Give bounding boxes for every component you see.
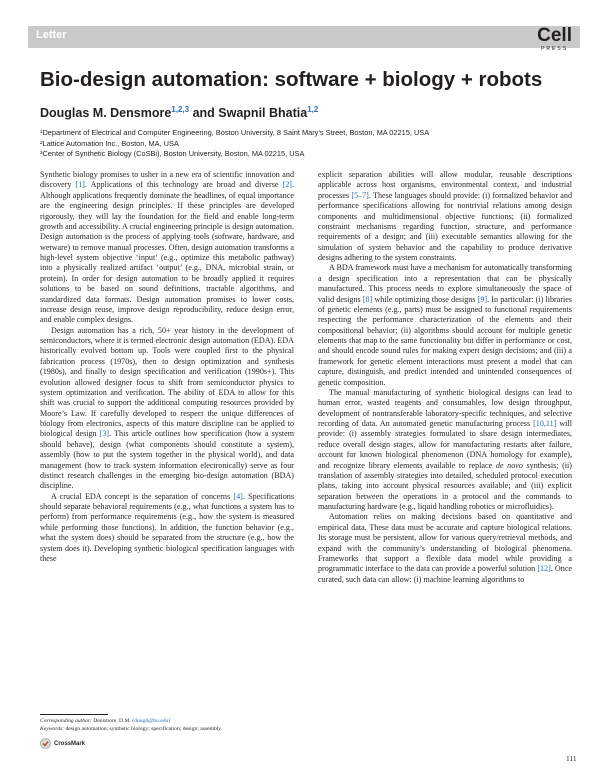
author-email-link[interactable]: (dougd@bu.edu) bbox=[132, 718, 171, 724]
page-number: 111 bbox=[566, 754, 577, 763]
crossmark-badge[interactable] bbox=[40, 738, 85, 749]
citation-link[interactable]: [9] bbox=[477, 294, 488, 304]
author-name: Douglas M. Densmore bbox=[40, 106, 172, 121]
article-title: Bio-design automation: software + biology + robots bbox=[40, 68, 543, 91]
right-column bbox=[318, 170, 572, 585]
citation-link[interactable]: [3] bbox=[99, 429, 110, 439]
affiliation-marks[interactable]: 1,2,3 bbox=[171, 105, 190, 114]
citation-link[interactable]: [8] bbox=[362, 294, 373, 304]
citation-link[interactable]: [2] bbox=[282, 180, 292, 190]
paragraph: The manual manufacturing of synthetic biological designs can lead to human error, wasted reagents and consumables, low design throughput, development of nontransferable laboratory-specific techniques, and selective recording of data. An automated genetic manufacturing process [10,11] will provide: (i) assembly strategies formulated to share design intermediates, reduce overall design stages, allow for manufacturing restarts after failure, account for known biological phenomenon (DNA homology for example), and recognize library elements available to replace de novo synthesis; (ii) translation of assembly strategies into detailed, scheduled protocol execution plans, taking into account physical resources available; and (iii) explicit separation between the operations in a protocol and the commands to manufacturing hardware (e.g., liquid handling robotics or microfluidics). bbox=[318, 387, 572, 511]
affiliation-marks[interactable]: 1,2 bbox=[307, 105, 319, 114]
section-label: Letter bbox=[36, 29, 67, 41]
affiliation-line: ³Center of Synthetic Biology (CoSBi), Boston University, Boston, MA 02215, USA bbox=[40, 149, 305, 158]
paragraph: A BDA framework must have a mechanism for automatically transforming a design specification into a representation that can be physically manufactured. This process needs to explore simultaneously the space of valid designs [8] while optimizing those designs [9]. In particular: (i) libraries of genetic elements (e.g., parts) must be assigned to functional requirements respecting the performance characterization of the elements and their compositional behavior; (ii) algorithms should account for multiple genetic elements that map to the same functionality but differ in performance or cost, and should encode sound rules for making expert design decisions; and (iii) a framework for genetic element interactions must present a model that can capture, distinguish, and predict intended and unintended consequences of genetic composition. bbox=[318, 263, 572, 387]
affiliation-line: ²Lattice Automation Inc., Boston, MA, USA bbox=[40, 138, 179, 148]
author-name: Swapnil Bhatia bbox=[218, 106, 308, 121]
section-banner bbox=[28, 25, 580, 52]
cell-press-logo bbox=[537, 26, 572, 52]
crossmark-label: CrossMark bbox=[54, 740, 86, 747]
paragraph: Synthetic biology promises to usher in a new era of scientific innovation and discovery [1]. Applications of this technology are broad and diverse [2]. Although applications frequently dominate the headlines, of equal importance are the engineering design principles. If these principles are developed rigorously, they will lay the foundation for the field and enable long-term growth and accessibility. A crucial engineering principle is design automation. Design automation is the process of applying tools (software, hardware, and wetware) to remove manual processes. Often, design automation transforms a high-level system objective ‘input’ (e.g., optimize this metabolic pathway) into a physically realized artifact ‘output’ (e.g., DNA, microbial strain, or protein). In order for design automation to be broadly applied it requires solutions to be based on sound definitions, tractable algorithms, and standardized data formats. Design automation promises to lower costs, increase design reuse, improve design reproducibility, reduce design error, and enable complex designs. bbox=[40, 170, 294, 325]
affiliation-line: ¹Department of Electrical and Computer Engineering, Boston University, 8 Saint Mary’s Street, Boston, MA 02215, USA bbox=[40, 128, 430, 137]
emphasis: de novo bbox=[495, 460, 523, 470]
paragraph: Automation relies on making decisions based on quantitative and empirical data. These data must be accurate and capture biological relations. Its storage must be persistent, allow for various query/retrieval methods, and expand with the community’s understanding of biological phenomena. Frameworks that support a flexible data model while providing a programmatic interface to the data can provide a powerful solution [12]. Once curated, such data can allow: (i) machine learning algorithms to bbox=[318, 512, 573, 584]
author-line bbox=[40, 105, 580, 120]
footnote-divider bbox=[40, 714, 108, 715]
affiliations bbox=[40, 128, 580, 160]
author-joiner: and bbox=[192, 106, 215, 121]
citation-link[interactable]: [5–7] bbox=[351, 190, 369, 200]
corresponding-author: Corresponding author: Densmore, D.M. (dougd@bu.edu) bbox=[40, 718, 171, 724]
citation-link[interactable]: [12] bbox=[537, 564, 551, 574]
press-wordmark: PRESS bbox=[541, 46, 569, 52]
keywords: Keywords: design automation; synthetic biology; specification; design; assembly. bbox=[40, 726, 223, 732]
crossmark-icon bbox=[40, 738, 51, 749]
footnotes bbox=[40, 717, 294, 733]
paragraph: Design automation has a rich, 50+ year history in the development of semiconductors, where it is termed electronic design automation (EDA). EDA historically evolved bottom up. Tools were coupled first to the physical fabrication process (1970s), then to design optimization and synthesis (1980s), and finally to design specification and verification (1990s+). This evolution allowed designer focus to shift from semiconductor physics to system optimization and verification. The ability of EDA to allow for this shift was crucial to support the additional computing resources provided by Moore’s Law. If carefully developed to respect the unique differences of biology from electronics, aspects of this mature discipline can be applied to biological design [3]. This article outlines how specification (how a system should behave), design (what components should constitute a system), assembly (how to put the system together in the physical world), and data management (how to track system information electronically) serve as four distinct research challenges in the emerging bio-design automation (BDA) discipline. bbox=[40, 325, 294, 491]
paragraph: explicit separation abilities will allow modular, reusable descriptions applicable across host organisms, environmental context, and industrial processes [5–7]. These languages should provide: (i) formalized behavior and performance specifications allowing for nontrivial relations among design components and multidimensional objective functions; (ii) formalized constraint mechanisms regarding function, structure, and performance requirements of a design; and (iii) executable semantics allowing for the simulation of system behavior and the capability to produce derivative designs adhering to the system constraints. bbox=[318, 170, 572, 262]
left-column bbox=[40, 170, 294, 564]
citation-link[interactable]: [4] bbox=[233, 491, 243, 501]
citation-link[interactable]: [10,11] bbox=[533, 419, 557, 428]
paragraph: A crucial EDA concept is the separation of concerns [4]. Specifications should separate behavioral requirements (e.g., what functions a system has to perform) from performance requirements (e.g., how the system is measured while performing those functions). In addition, the function behavior (e.g., what the system does) should be separated from the structure (e.g., how the system does it). Developing synthetic biological specification languages with these bbox=[40, 491, 295, 563]
cell-logo-wordmark: Cell bbox=[537, 25, 572, 46]
citation-link[interactable]: [1] bbox=[75, 180, 85, 190]
